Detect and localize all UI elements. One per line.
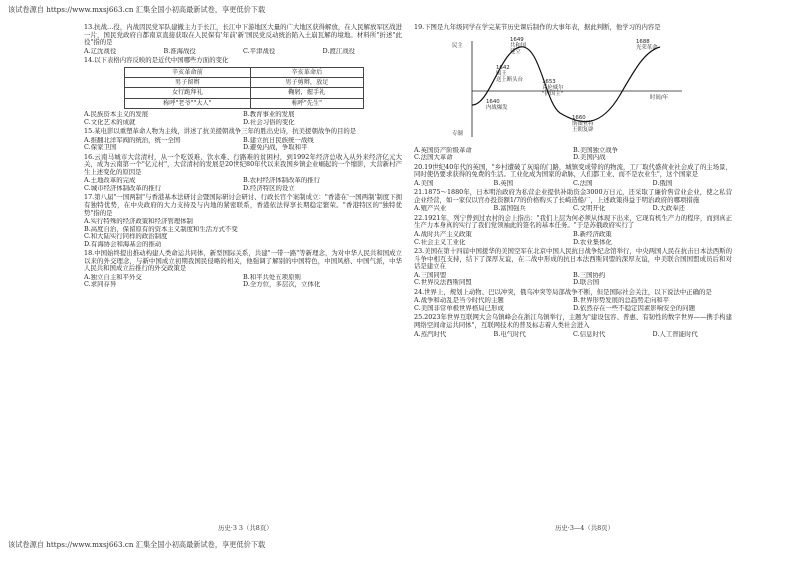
question-stem: 18.中国始终提出推动构建人类命运共同体，新型国际关系，共建"一带一路"等新理念，为对中华人民共和国成立以来的外交理念，与新中国成立初期我国民侵略的相关，他强调了解别的中国特色，中国风格、中国气派，中华人民共和国成立后推行的外交政策是 xyxy=(84,249,402,273)
question xyxy=(84,24,402,55)
answer-option[interactable]: D.依然存在一些不稳定因素影响安全的问题 xyxy=(573,304,695,312)
answer-option[interactable]: D.渡江战役 xyxy=(322,47,355,55)
event-label-line: 共和国 xyxy=(510,42,527,49)
event-label-line: 王朝复辟 xyxy=(572,126,594,133)
answer-option[interactable]: C.文化艺术的成就 xyxy=(84,118,136,126)
answer-options xyxy=(84,111,402,126)
event-label xyxy=(572,115,594,133)
question-stem: 15.某电影以重塑革命人物为主线，讲述了抗美援朝战争三年的胜出史诗，抗美援朝战争的目的是 xyxy=(84,127,357,136)
question xyxy=(414,248,732,287)
question xyxy=(414,289,732,313)
answer-option[interactable]: C.城市经济体制改革的推行 xyxy=(84,184,161,192)
event-label-line: 1642 xyxy=(496,64,510,71)
question-stem: 14.以下表格内容反映的是近代中国哪些方面的变化 xyxy=(84,56,229,65)
answer-option[interactable]: B.教育事业的发展 xyxy=(243,110,295,118)
table-cell: 称呼"老爷""大人" xyxy=(125,98,251,108)
answer-option[interactable]: B.农村经济体制改革的推行 xyxy=(243,177,321,185)
event-label xyxy=(636,39,658,51)
answer-options xyxy=(84,48,402,56)
answer-option[interactable]: A.战时共产主义政策 xyxy=(414,231,472,239)
page-footer-right: 历史·3—4（共8页） xyxy=(555,524,614,532)
y-axis-label-top: 民主 xyxy=(452,42,463,49)
event-label xyxy=(486,99,508,111)
answer-option[interactable]: A.辽沈战役 xyxy=(84,47,117,55)
x-axis-label: 时间/年 xyxy=(650,94,668,101)
table-cell: 男子留辫 xyxy=(125,78,251,88)
table-row xyxy=(125,98,364,108)
answer-option[interactable]: C.法国 xyxy=(573,179,593,187)
answer-options xyxy=(84,274,402,289)
question-stem: 25.2023年世界互联网大会乌镇峰会在浙江乌镇举行，主题为"建设包容、普惠、有韧性的数字世界——携手构建网络空间命运共同体"，互联网技术的普及标志着人类社会进入 xyxy=(414,313,732,330)
answer-option[interactable]: D.俄国 xyxy=(652,179,673,187)
event-label-line: 光荣革命 xyxy=(636,44,658,51)
answer-option[interactable]: D.美国内战 xyxy=(573,154,606,162)
answer-option[interactable]: A.英国资产阶级革命 xyxy=(414,146,472,154)
event-label-line: 送上断头台 xyxy=(496,76,523,83)
answer-options xyxy=(414,180,732,188)
event-label-line: 1640 xyxy=(486,98,500,105)
table-row xyxy=(125,88,364,98)
answer-option[interactable]: D.经济特区的设立 xyxy=(243,184,295,192)
table-cell: 女行跪拜礼 xyxy=(125,88,251,98)
answer-option[interactable]: D.避免内战，争取和平 xyxy=(243,144,308,152)
answer-option[interactable]: B.高度自治，保留原有的资本主义制度和生活方式不变 xyxy=(84,225,238,233)
question-stem: 22.1921年，列宁曾到过农村的会上指出："我们上层为何必须从体现下出来，它现有机生产力的程序，而到真正生产力本身真的实行了我们党领袖此的签名的基本任务。"于是苏俄政府实行了 xyxy=(414,213,732,230)
answer-option[interactable]: A.土地改革的完成 xyxy=(84,177,136,185)
question-stem: 20.19世纪40年代的英国，"乡村遭破了灰暗的门路，城镇变成带的的物流，工厂取代盛荷业社会成了的主场景，同时使仍要求获得的免费的生活。工业化成为国家的命脉，人们都工业、而不是农业生"，这个国家是 xyxy=(414,162,732,179)
question xyxy=(414,24,732,162)
question-stem: 21.1875～1880年，日本明治政府为私营企业提供补助资金3000万日元，还采取了廉价售营业企业，使之私营企业经营，如一家仅以官办投资额1/7的价格购买了长崎造船厂，上述政策得益于明治政府的哪项措施 xyxy=(414,188,732,204)
question xyxy=(84,128,402,152)
answer-options xyxy=(414,272,732,287)
question xyxy=(414,215,732,246)
event-label-line: 克伦威尔 xyxy=(542,84,564,91)
event-label-line: "护国主" xyxy=(542,90,564,97)
y-axis-label-bottom: 专制 xyxy=(452,130,463,137)
answer-option[interactable]: C.信息时代 xyxy=(573,330,606,338)
answer-option[interactable]: B.和平共处五项原则 xyxy=(243,273,301,281)
source-banner-bottom[interactable]: 该试卷源自 https://www.mxsj663.cn 汇集全国小初高最新试卷，享更低价下载 xyxy=(8,540,266,549)
event-label-line: 内战爆发 xyxy=(486,104,508,111)
question-stem: 24.世界上，规划上动物、巴以冲突，俄乌冲突等局部战争不断，但是国际社会关注，以下说法中正确的是 xyxy=(414,287,712,296)
table-cell: 鞠躬，握手礼 xyxy=(250,88,363,98)
event-label xyxy=(496,65,524,83)
answer-option[interactable]: B.电气时代 xyxy=(493,330,526,338)
table-header-cell: 辛亥革命前 xyxy=(125,67,251,77)
answer-option[interactable]: C.保家卫国 xyxy=(84,144,117,152)
answer-option[interactable]: A.三国同盟 xyxy=(414,271,447,279)
answer-options xyxy=(414,331,732,339)
answer-option[interactable]: B.美国独立战争 xyxy=(573,146,619,154)
question xyxy=(414,189,732,213)
question-stem: 17.第八届"一国两制"与香港基本法研讨会暨国际研讨会研讨、行政长官个案制成立："香港在'一国两制'制度下拥有独特优势，在中央政府的大力支持及与内地的紧密联系，香港依法得享长期稳定繁荣。"香港特区的"独特优势"指的是 xyxy=(84,193,402,217)
question-stem: 19.下图是九年级同学在学完某节历史课后制作的大事年表，据此判断，他学习的内容是 xyxy=(414,23,661,31)
question xyxy=(84,57,402,126)
answer-options xyxy=(84,177,402,192)
table-cell: 男子剪辫，放足 xyxy=(250,78,363,88)
answer-option[interactable]: B.英国 xyxy=(493,179,514,187)
answer-option[interactable]: C.求同存异 xyxy=(84,281,117,289)
answer-option[interactable]: A.蒸汽时代 xyxy=(414,330,447,338)
event-label xyxy=(510,37,527,55)
question xyxy=(414,164,732,188)
question-stem: 23.美国在第十四届中国援华的美国空军在北京中国人民抗日战争纪念馆举行，中央两国人民在抗击日本法西斯的斗争中相互支持，结下了深厚友谊，在二战中形成的抗日本法西斯同盟的深厚友谊，中美联合国国盟成员后和对话是建立在 xyxy=(414,247,732,271)
answer-option[interactable]: A.独立自主和平外交 xyxy=(84,273,142,281)
page-footer-left: 历史·3 3（共8页） xyxy=(218,524,273,532)
answer-option[interactable]: B.新经济政策 xyxy=(573,231,612,239)
table-header-cell: 辛亥革命后 xyxy=(250,67,363,77)
answer-option[interactable]: A.实行特殊的经济政策和经济管理体制 xyxy=(84,218,193,226)
answer-option[interactable]: C.文明开化 xyxy=(573,205,606,213)
answer-option[interactable]: D.有海协会和海基会的推动 xyxy=(84,240,162,248)
answer-options xyxy=(414,205,732,213)
answer-options xyxy=(84,218,402,248)
answer-options xyxy=(414,231,732,246)
answer-option[interactable]: C.美国非常单极世界格局已形成 xyxy=(414,304,504,312)
question xyxy=(84,194,402,248)
answer-option[interactable]: B.淮海战役 xyxy=(163,47,196,55)
timeline-chart xyxy=(450,33,690,145)
answer-option[interactable]: A.美国 xyxy=(414,179,434,187)
answer-option[interactable]: B.三国协约 xyxy=(573,271,606,279)
question-stem: 13.抗战…役，内战因民党军队建撤主力于长江，长江中下游地区大量的广大地区获得解放，在人民解放军区战进一片，国民党政府自都南京直接获取在人民保有'年前'新'国民党反动统治陷入土崩瓦解的境地。材料所"折述"此役"指的是 xyxy=(84,23,402,47)
event-label-line: 斯图亚特 xyxy=(572,120,594,127)
question xyxy=(414,314,732,338)
event-label-line: 建立 xyxy=(510,48,521,55)
answer-option[interactable]: C.法国大革命 xyxy=(414,154,453,162)
answer-option[interactable]: C.社会主义工业化 xyxy=(414,238,466,246)
event-label-line: 1649 xyxy=(510,36,524,43)
answer-option[interactable]: B.世界形势发展的总趋势走向和平 xyxy=(573,297,670,305)
answer-option[interactable]: A.殖产兴业 xyxy=(414,205,447,213)
right-column xyxy=(414,24,732,340)
answer-option[interactable]: D.农业集体化 xyxy=(573,238,612,246)
answer-options xyxy=(414,297,732,312)
event-label xyxy=(542,79,564,97)
answer-option[interactable]: A.推翻北洋军阀的统治，统一全国 xyxy=(84,136,181,144)
event-label-line: 1660 xyxy=(572,114,586,121)
question xyxy=(84,154,402,193)
answer-option[interactable]: C.和大陆实行同样的政治制度 xyxy=(84,233,168,241)
answer-option[interactable]: A.民族资本主义的发展 xyxy=(84,110,149,118)
source-banner-top[interactable]: 该试卷源自 https://www.mxsj663.cn 汇集全国小初高最新试卷，享更低价下载 xyxy=(8,5,266,14)
answer-option[interactable]: B.富国强兵 xyxy=(493,205,526,213)
event-label-line: 1688 xyxy=(636,38,650,45)
table-row xyxy=(125,78,364,88)
answer-option[interactable]: D.全方位，多层次，立体化 xyxy=(243,281,321,289)
event-label-line: 1653 xyxy=(542,78,556,85)
answer-option[interactable]: D.社会习俗的变化 xyxy=(243,118,295,126)
answer-option[interactable]: C.平津战役 xyxy=(243,47,276,55)
answer-options xyxy=(414,147,732,162)
left-column xyxy=(84,24,402,291)
answer-option[interactable]: D.大政奉还 xyxy=(652,205,685,213)
question xyxy=(84,250,402,289)
answer-option[interactable]: D.人工智能时代 xyxy=(652,330,698,338)
answer-options xyxy=(84,137,402,152)
answer-option[interactable]: C.世界反法西斯同盟 xyxy=(414,279,472,287)
question-stem: 16.云南马城市大营清村，从一个吃饭难、饮水难、行路难的贫困村，到1992年经济总收入从外来经济亿元大关，成为云南第一个"亿元村"，大营清村的发展是20世纪80年代以来我国乡镇企业崛起的一个缩影，大营新村产生上述变化的原因是 xyxy=(84,152,402,176)
event-label-line: 国王 xyxy=(496,70,507,77)
answer-option[interactable]: A.战争和动乱是当今时代的主题 xyxy=(414,297,504,305)
answer-option[interactable]: B.建立抗日民族统一战线 xyxy=(243,136,314,144)
table-cell: 称呼"先生" xyxy=(250,98,363,108)
answer-option[interactable]: D.联合国 xyxy=(573,279,600,287)
comparison-table xyxy=(124,67,364,109)
